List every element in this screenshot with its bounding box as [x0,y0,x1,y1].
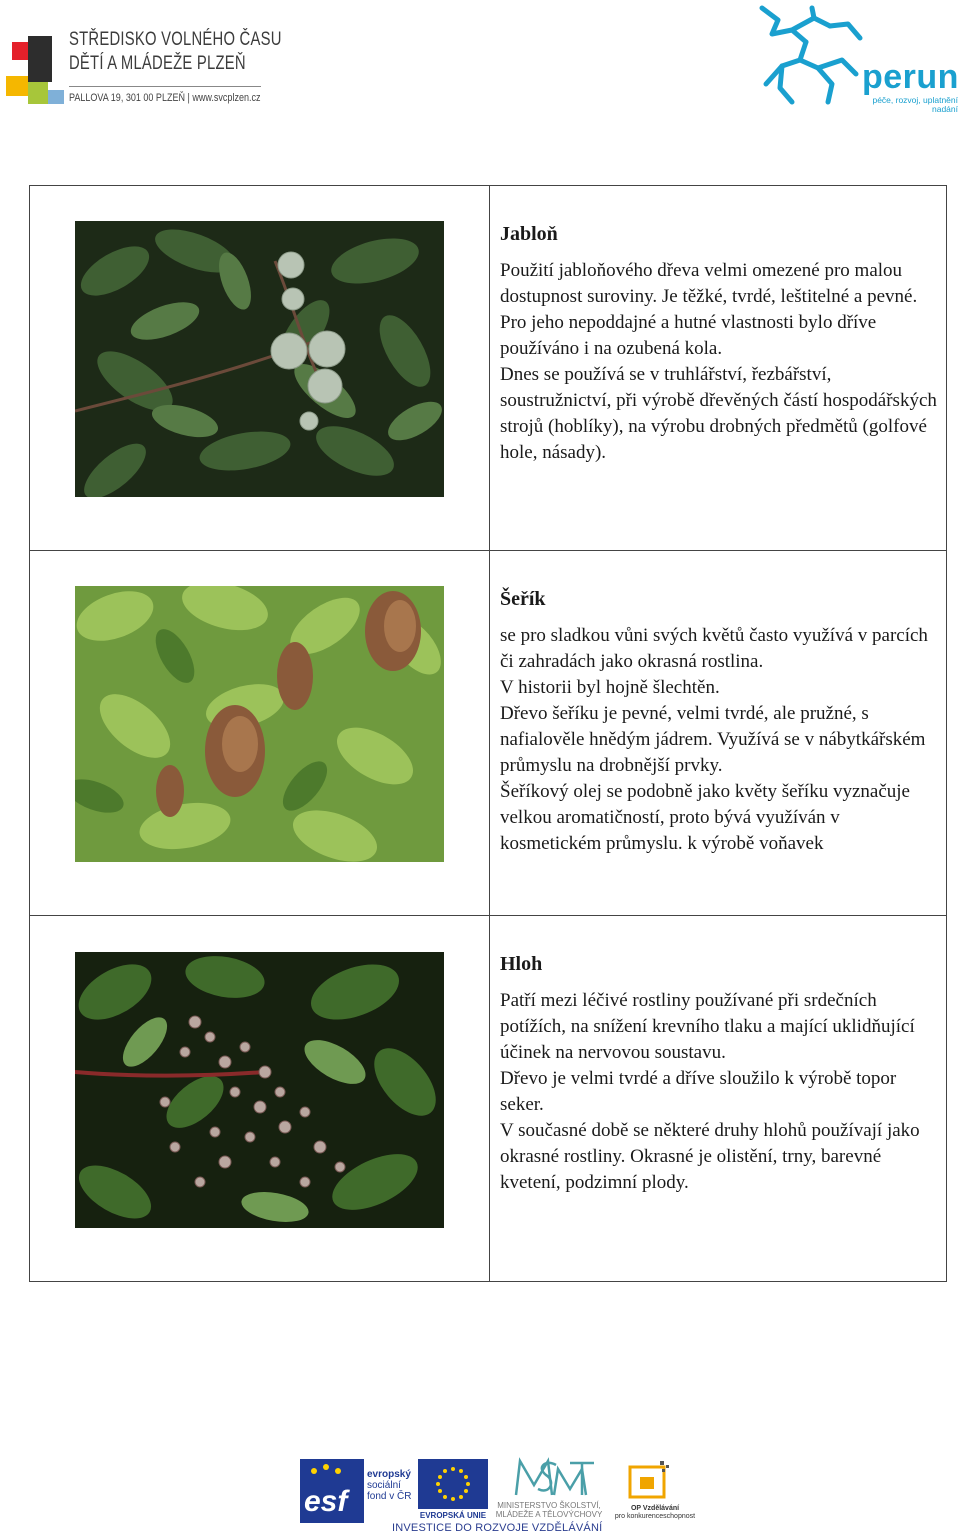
plant-title: Šeřík [500,588,546,610]
esf-label-line2: sociální [367,1480,401,1491]
msmt-label-line1: MINISTERSTVO ŠKOLSTVÍ, [497,1501,601,1510]
plant-description: Patří mezi léčivé rostliny používané při srdečních potížích, na snížení krevního tlaku a mající uklidňující účinek na nervovou soustavu. Dřevo je velmi tvrdé a dříve sloužilo k výrobě topor seker. V současné době se některé druhy hlohů používají jako okrasné rostliny. Okrasné je olistění, trny, barevné kvetení, podzimní plody. [500,990,920,1193]
svc-address: PALLOVA 19, 301 00 PLZEŇ | www.svcplzen.cz [69,92,261,104]
apple-tree-photo [75,221,444,497]
msmt-label-line2: MLÁDEŽE A TĚLOVÝCHOVY [495,1510,603,1519]
investment-slogan: INVESTICE DO ROZVOJE VZDĚLÁVÁNÍ [392,1522,603,1534]
eu-logo [418,1459,488,1523]
plant-title: Jabloň [500,223,558,245]
perun-wordmark: perun [862,58,959,96]
msmt-logo [494,1455,604,1525]
svc-divider [69,86,261,87]
svc-plzen-logo [6,28,282,110]
perun-tagline: péče, rozvoj, uplatnění nadání [872,95,958,114]
eu-flag-icon [418,1459,488,1509]
svc-color-blocks-icon [6,36,64,108]
svc-name-line1: STŘEDISKO VOLNÉHO ČASU [69,29,282,50]
esf-label-line3: fond v ČR [367,1491,412,1502]
plant-description: se pro sladkou vůni svých květů často využívá v parcích či zahradách jako okrasná rostlina. V historii byl hojně šlechtěn. Dřevo šeříku je pevné, velmi tvrdé, ale pružné, s nafialověle hnědým jádrem. Využívá se v nábytkářském průmyslu na drobnější prvky. Šeříkový olej se podobně jako květy šeříku vyznačuje velkou aromatičností, proto bývá využíván v kosmetickém průmyslu. k výrobě voňavek [500,625,928,854]
svg-text:esf: esf [304,1485,348,1518]
op-label-line1: OP Vzdělávání [630,1505,680,1512]
perun-logo [752,4,958,112]
op-vk-logo [610,1459,700,1525]
table-row [30,186,946,551]
table-row [30,916,946,1282]
esf-icon [300,1459,364,1523]
hawthorn-photo [75,952,444,1228]
eu-label: EVROPSKÁ UNIE [419,1511,487,1520]
table-row [30,551,946,916]
op-vk-icon [626,1459,672,1503]
plant-title: Hloh [500,953,543,975]
plant-description: Použití jabloňového dřeva velmi omezené pro malou dostupnost suroviny. Je těžké, tvrdé, leštitelné a pevné. Pro jeho nepoddajné a hutné vlastnosti bylo dříve používáno i na ozubená kola. Dnes se používá se v truhlářství, řezbářství, soustružnictví, při výrobě dřevěných částí hospodářských strojů (hoblíky), na výrobu drobných předmětů (golfové hole, násady). [500,260,937,463]
esf-label-line1: evropský [367,1469,411,1480]
esf-logo [300,1459,412,1523]
msmt-monogram-icon [494,1455,604,1499]
plant-table [29,185,947,1282]
svc-name-line2: DĚTÍ A MLÁDEŽE PLZEŇ [69,53,246,74]
lilac-photo [75,586,444,862]
funding-logos [300,1455,700,1537]
op-label-line2: pro konkurenceschopnost [614,1513,696,1520]
